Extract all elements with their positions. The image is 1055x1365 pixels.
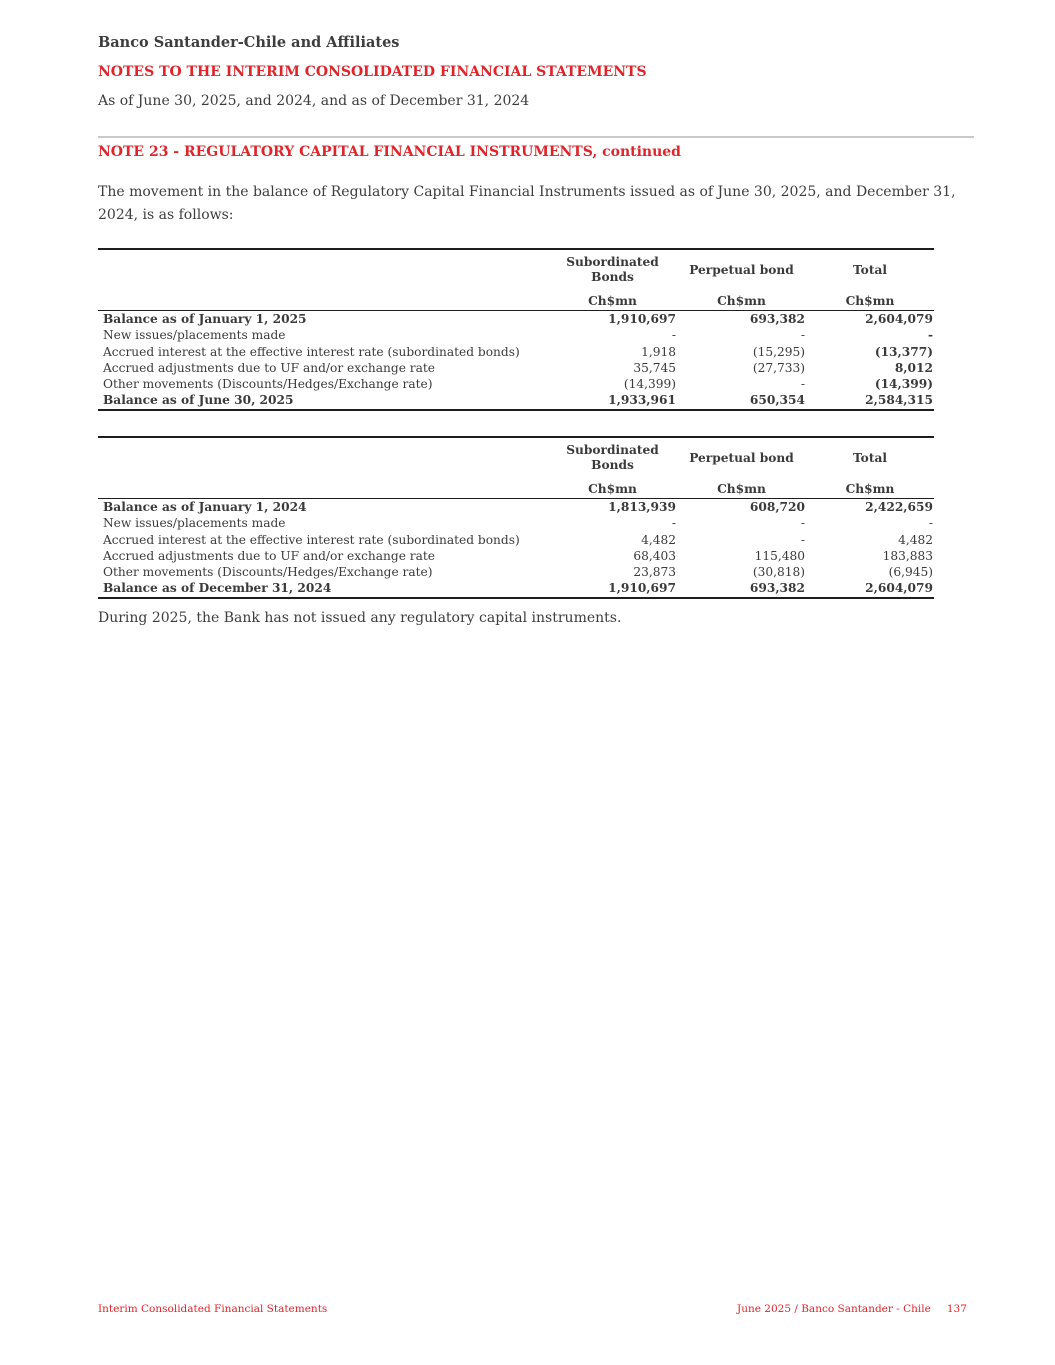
footer-right [737, 1303, 967, 1315]
movement-table-2025 [98, 248, 934, 411]
table-row [98, 344, 934, 360]
table-row [98, 532, 934, 548]
col-header-subordinated-bonds: Subordinated Bonds [566, 255, 659, 284]
cell-perpetual: 693,382 [749, 581, 805, 596]
unit-blank [98, 476, 548, 499]
row-label: Accrued interest at the effective interest rate (subordinated bonds) [103, 532, 520, 547]
company-name: Banco Santander-Chile and Affiliates [98, 34, 400, 51]
cell-subordinated: 4,482 [641, 532, 676, 547]
row-label: New issues/placements made [103, 516, 286, 531]
cell-subordinated: 23,873 [633, 565, 676, 580]
cell-subordinated: 1,813,939 [608, 500, 676, 514]
cell-subordinated: (14,399) [623, 377, 676, 392]
table-row [98, 376, 934, 392]
cell-subordinated: - [671, 328, 676, 343]
cell-total: (6,945) [888, 565, 933, 580]
row-label: Accrued adjustments due to UF and/or exchange rate [103, 548, 435, 563]
cell-total: (14,399) [874, 377, 933, 392]
cell-total: - [927, 328, 933, 343]
cell-perpetual: - [800, 377, 805, 392]
col-header-perpetual-bond: Perpetual bond [689, 450, 794, 465]
cell-perpetual: 650,354 [749, 393, 805, 408]
table-row [98, 499, 934, 516]
intro-paragraph: The movement in the balance of Regulatory Capital Financial Instruments issued as of June 30, 2025, and December 31, 2024, is as follows: [98, 184, 956, 223]
row-label: Balance as of January 1, 2024 [103, 500, 307, 514]
cell-subordinated: 35,745 [633, 360, 676, 375]
row-label: Other movements (Discounts/Hedges/Exchange rate) [103, 377, 433, 392]
table-row [98, 360, 934, 376]
cell-total: 8,012 [894, 360, 933, 375]
row-label: Accrued adjustments due to UF and/or exchange rate [103, 360, 435, 375]
cell-perpetual: - [800, 328, 805, 343]
cell-subordinated: 68,403 [633, 548, 676, 563]
unit-label: Ch$mn [548, 288, 677, 311]
cell-perpetual: - [800, 532, 805, 547]
col-header-total: Total [853, 450, 887, 465]
as-of-date: As of June 30, 2025, and 2024, and as of December 31, 2024 [98, 93, 530, 109]
row-label: Balance as of January 1, 2025 [103, 312, 307, 326]
row-label: Accrued interest at the effective interest rate (subordinated bonds) [103, 344, 520, 359]
cell-total: 2,604,079 [865, 581, 933, 596]
footer-document-title: Interim Consolidated Financial Statements [98, 1303, 328, 1315]
page-number: 137 [946, 1303, 967, 1315]
unit-blank [98, 288, 548, 311]
table-row [98, 564, 934, 580]
cell-total: 2,604,079 [865, 312, 933, 326]
col-header-perpetual-bond: Perpetual bond [689, 262, 794, 277]
cell-subordinated: 1,910,697 [608, 312, 676, 326]
closing-paragraph: During 2025, the Bank has not issued any regulatory capital instruments. [98, 610, 622, 626]
cell-total: 2,422,659 [865, 500, 933, 514]
header-divider [98, 136, 974, 138]
col-header-subordinated-bonds: Subordinated Bonds [566, 443, 659, 472]
cell-perpetual: 693,382 [749, 312, 805, 326]
unit-label: Ch$mn [548, 476, 677, 499]
cell-subordinated: 1,918 [641, 344, 676, 359]
cell-total: 2,584,315 [865, 393, 933, 408]
table-row [98, 311, 934, 328]
footer-period-bank: June 2025 / Banco Santander - Chile [737, 1303, 931, 1315]
cell-perpetual: - [800, 516, 805, 531]
notes-title: NOTES TO THE INTERIM CONSOLIDATED FINANCIAL STATEMENTS [98, 64, 647, 80]
cell-total: 183,883 [882, 548, 933, 563]
col-header-total: Total [853, 262, 887, 277]
table-row [98, 392, 934, 409]
cell-perpetual: (27,733) [752, 360, 805, 375]
cell-subordinated: 1,933,961 [608, 393, 676, 408]
table-row [98, 580, 934, 597]
header-blank [98, 249, 548, 288]
unit-label: Ch$mn [806, 476, 934, 499]
unit-label: Ch$mn [677, 288, 806, 311]
table-row [98, 327, 934, 343]
header-blank [98, 437, 548, 476]
cell-perpetual: 608,720 [749, 500, 805, 514]
table-row [98, 548, 934, 564]
note-heading: NOTE 23 - REGULATORY CAPITAL FINANCIAL INSTRUMENTS, continued [98, 144, 681, 160]
cell-total: - [928, 516, 933, 531]
cell-perpetual: (15,295) [752, 344, 805, 359]
table-row [98, 515, 934, 531]
unit-label: Ch$mn [677, 476, 806, 499]
cell-total: 4,482 [898, 532, 933, 547]
cell-subordinated: 1,910,697 [608, 581, 676, 596]
cell-perpetual: 115,480 [754, 548, 805, 563]
cell-perpetual: (30,818) [752, 565, 805, 580]
row-label: Balance as of December 31, 2024 [103, 581, 332, 596]
row-label: Other movements (Discounts/Hedges/Exchange rate) [103, 565, 433, 580]
unit-label: Ch$mn [806, 288, 934, 311]
cell-subordinated: - [671, 516, 676, 531]
movement-table-2024 [98, 436, 934, 599]
row-label: New issues/placements made [103, 328, 286, 343]
row-label: Balance as of June 30, 2025 [103, 393, 294, 408]
cell-total: (13,377) [874, 344, 933, 359]
